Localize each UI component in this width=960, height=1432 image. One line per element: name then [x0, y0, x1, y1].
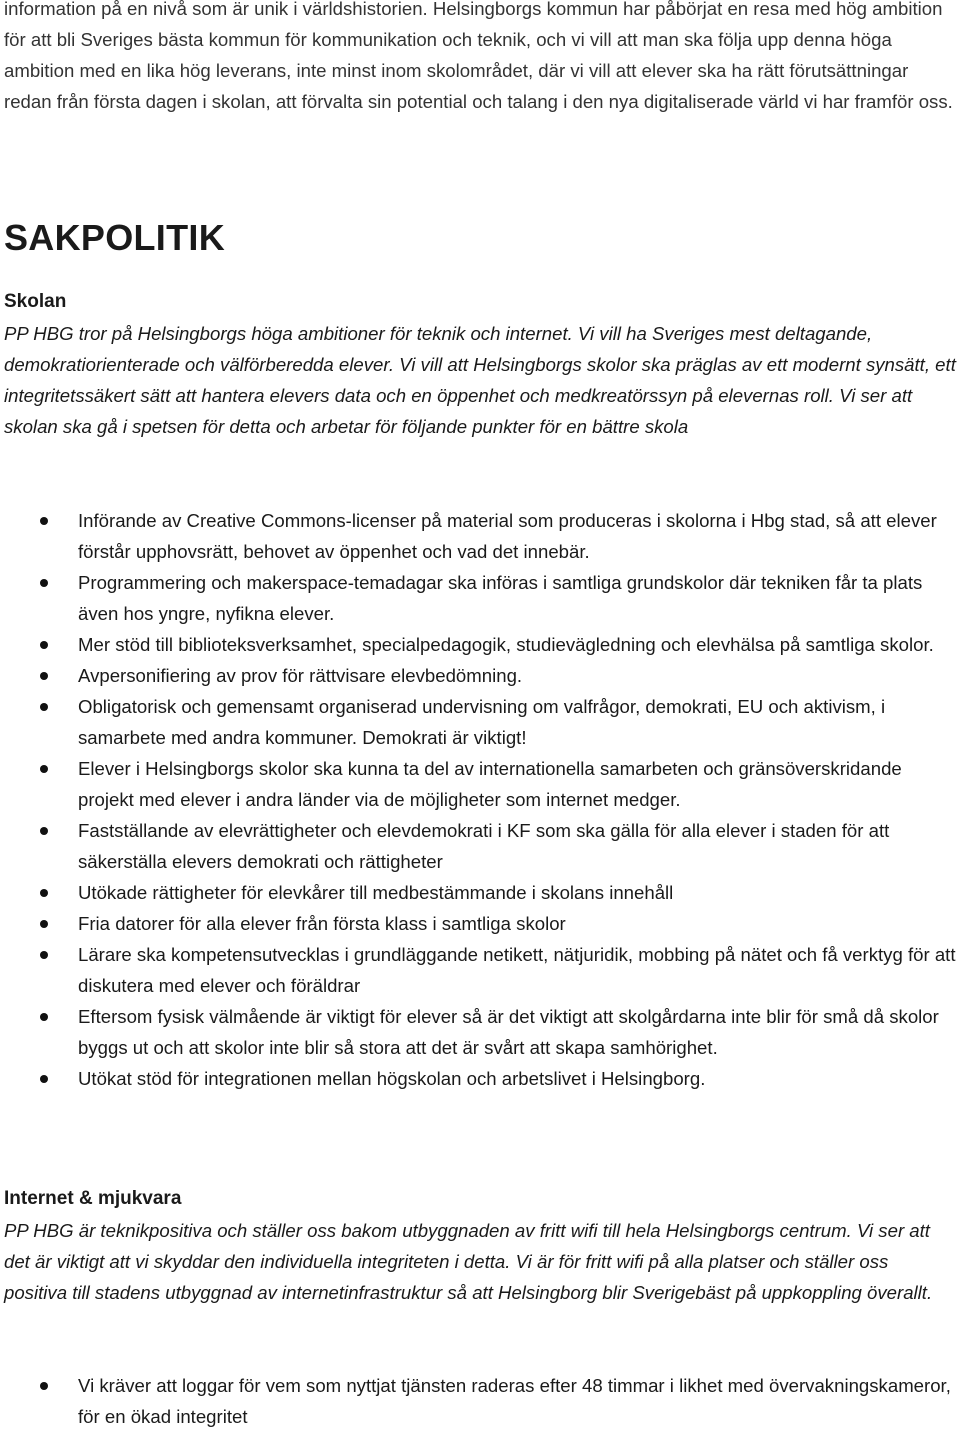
- bullet-dot-icon: [40, 827, 48, 835]
- skolan-bullet-list: [4, 505, 956, 1094]
- list-item: [4, 567, 956, 629]
- intro-paragraph: information på en nivå som är unik i världshistorien. Helsingborgs kommun har påbörjat en resa med hög ambition för att bli Sveriges bästa kommun för kommunikation och teknik, och vi vill att man ska följa upp denna höga ambition med en lika hög leverans, inte minst inom skolområdet, där vi vill att elever ska ha rätt förutsättningar redan från första dagen i skolan, att förvalta sin potential och talang i den nya digitaliserade värld vi har framför oss.: [4, 0, 953, 112]
- section-title: SAKPOLITIK: [4, 217, 226, 258]
- list-item-text: Programmering och makerspace-temadagar ska införas i samtliga grundskolor där tekniken får ta plats även hos yngre, nyfikna elever.: [78, 572, 923, 624]
- bullet-dot-icon: [40, 889, 48, 897]
- bullet-dot-icon: [40, 703, 48, 711]
- list-item: [4, 939, 956, 1001]
- list-item: [4, 1370, 956, 1432]
- internet-heading: Internet & mjukvara: [4, 1188, 182, 1209]
- bullet-dot-icon: [40, 641, 48, 649]
- list-item: [4, 908, 956, 939]
- list-item: [4, 505, 956, 567]
- skolan-paragraph: PP HBG tror på Helsingborgs höga ambitioner för teknik och internet. Vi vill ha Sveriges mest deltagande, demokratiorienterade och välförberedda elever. Vi vill att Helsingborgs skolor ska präglas av ett modernt synsätt, ett integritetssäkert sätt att hantera elevers data och en öppenhet och medkreatörssyn på elevernas roll. Vi ser att skolan ska gå i spetsen för detta och arbetar för följande punkter för en bättre skola: [4, 323, 956, 437]
- list-item-text: Utökat stöd för integrationen mellan högskolan och arbetslivet i Helsingborg.: [78, 1068, 706, 1089]
- list-item: [4, 1063, 956, 1094]
- internet-bullet-list: [4, 1370, 956, 1432]
- bullet-dot-icon: [40, 920, 48, 928]
- list-item-text: Lärare ska kompetensutvecklas i grundläggande netikett, nätjuridik, mobbing på nätet och få verktyg för att diskutera med elever och föräldrar: [78, 944, 956, 996]
- list-item-text: Vi kräver att loggar för vem som nyttjat tjänsten raderas efter 48 timmar i likhet med övervakningskameror, för en ökad integritet: [78, 1375, 951, 1427]
- list-item: [4, 815, 956, 877]
- list-item-text: Avpersonifiering av prov för rättvisare elevbedömning.: [78, 665, 523, 686]
- skolan-heading: Skolan: [4, 291, 67, 312]
- list-item: [4, 660, 956, 691]
- bullet-dot-icon: [40, 951, 48, 959]
- bullet-dot-icon: [40, 1075, 48, 1083]
- list-item: [4, 691, 956, 753]
- internet-paragraph: PP HBG är teknikpositiva och ställer oss bakom utbyggnaden av fritt wifi till hela Helsingborgs centrum. Vi ser att det är viktigt att vi skyddar den individuella integriteten i detta. Vi är för fritt wifi på alla platser och ställer oss positiva till stadens utbyggnad av internetinfrastruktur så att Helsingborg blir Sverigebäst på uppkoppling överallt.: [4, 1220, 933, 1303]
- bullet-dot-icon: [40, 1013, 48, 1021]
- list-item-text: Fastställande av elevrättigheter och elevdemokrati i KF som ska gälla för alla elever i staden för att säkerställa elevers demokrati och rättigheter: [78, 820, 890, 872]
- list-item: [4, 1001, 956, 1063]
- bullet-dot-icon: [40, 672, 48, 680]
- bullet-dot-icon: [40, 1382, 48, 1390]
- list-item: [4, 877, 956, 908]
- bullet-dot-icon: [40, 517, 48, 525]
- list-item-text: Obligatorisk och gemensamt organiserad undervisning om valfrågor, demokrati, EU och aktivism, i samarbete med andra kommuner. Demokrati är viktigt!: [78, 696, 886, 748]
- list-item: [4, 629, 956, 660]
- list-item-text: Elever i Helsingborgs skolor ska kunna ta del av internationella samarbeten och gränsöverskridande projekt med elever i andra länder via de möjligheter som internet medger.: [78, 758, 902, 810]
- list-item-text: Utökade rättigheter för elevkårer till medbestämmande i skolans innehåll: [78, 882, 674, 903]
- bullet-dot-icon: [40, 765, 48, 773]
- bullet-dot-icon: [40, 579, 48, 587]
- list-item-text: Fria datorer för alla elever från första klass i samtliga skolor: [78, 913, 566, 934]
- list-item-text: Införande av Creative Commons-licenser på material som produceras i skolorna i Hbg stad, så att elever förstår upphovsrätt, behovet av öppenhet och vad det innebär.: [78, 510, 937, 562]
- list-item-text: Mer stöd till biblioteksverksamhet, specialpedagogik, studievägledning och elevhälsa på samtliga skolor.: [78, 634, 934, 655]
- list-item-text: Eftersom fysisk välmående är viktigt för elever så är det viktigt att skolgårdarna inte blir för små då skolor byggs ut och att skolor inte blir så stora att det är svårt att skapa samhörighet.: [78, 1006, 939, 1058]
- list-item: [4, 753, 956, 815]
